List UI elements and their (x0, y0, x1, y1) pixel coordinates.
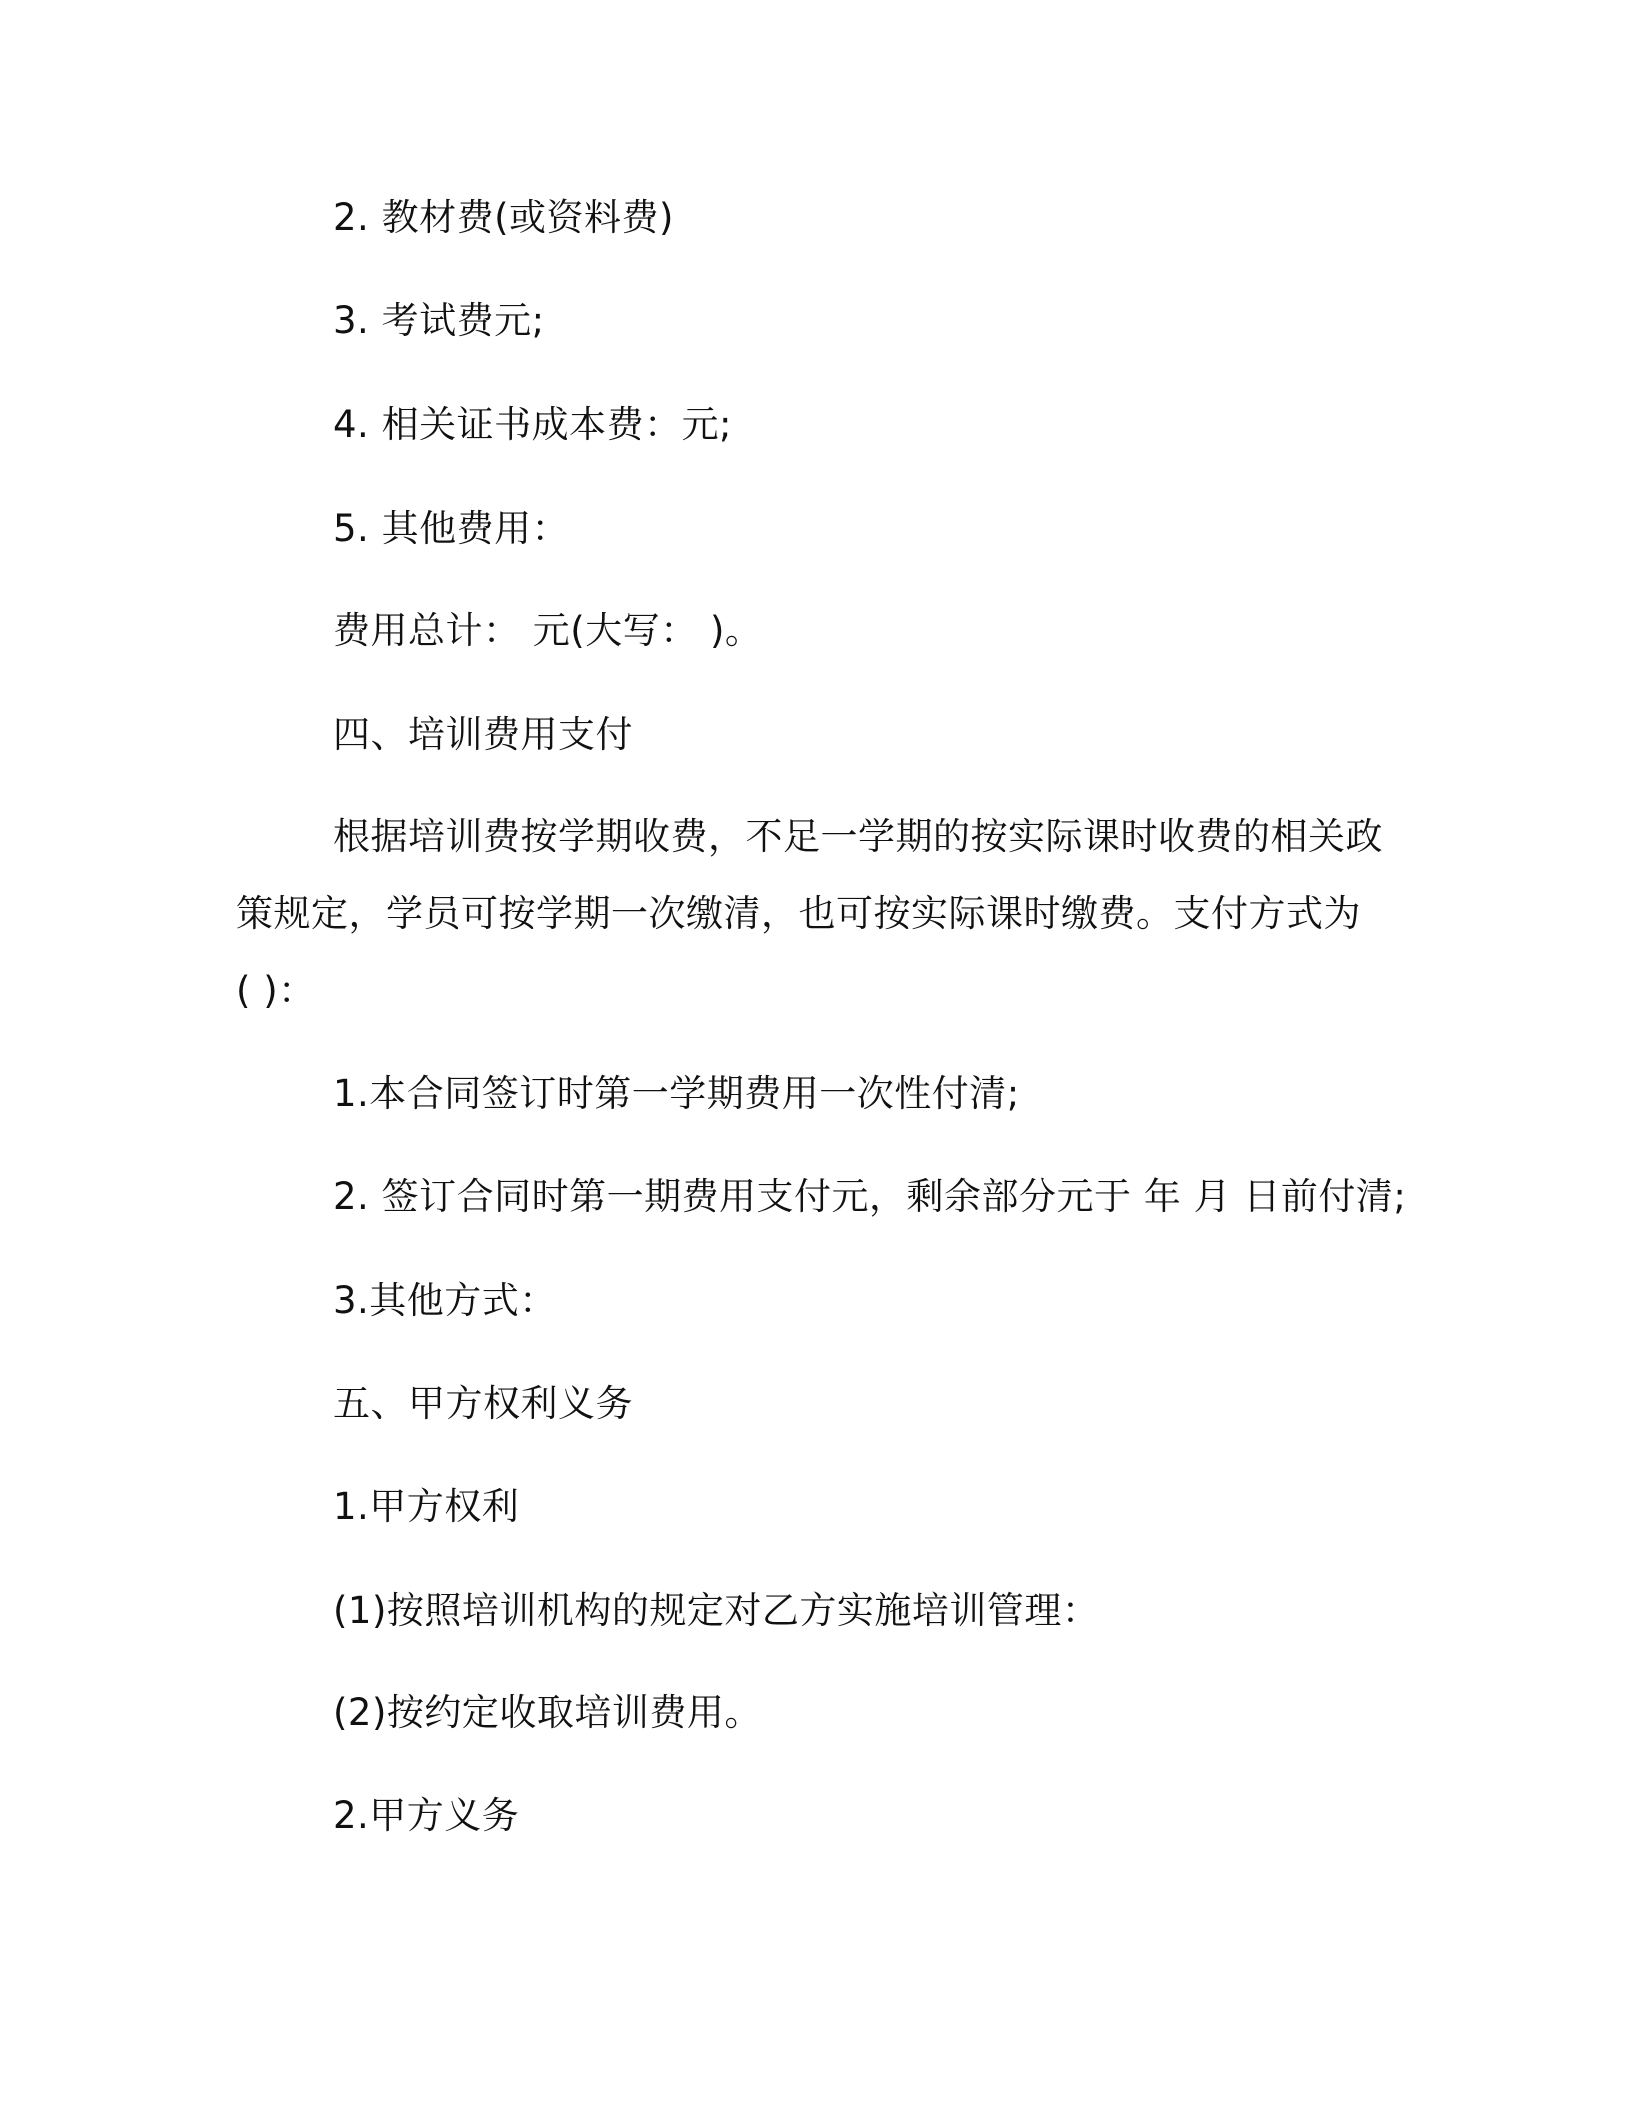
paragraph-line-2: 策规定，学员可按学期一次缴清，也可按实际课时缴费。支付方式为 (236, 892, 1361, 935)
paragraph-line-1: 根据培训费按学期收费，不足一学期的按实际课时收费的相关政 (333, 815, 1383, 858)
party-a-right-1: (1)按照培训机构的规定对乙方实施培训管理： (333, 1589, 1100, 1632)
section-heading-party-a: 五、甲方权利义务 (333, 1382, 633, 1425)
payment-option-1: 1.本合同签订时第一学期费用一次性付清; (333, 1072, 1020, 1115)
fee-item-exam: 3. 考试费元; (333, 299, 545, 342)
party-a-rights-heading: 1.甲方权利 (333, 1485, 520, 1528)
fee-total: 费用总计： 元(大写： )。 (333, 609, 763, 652)
fee-item-other: 5. 其他费用： (333, 507, 570, 550)
fee-item-textbook: 2. 教材费(或资料费) (333, 196, 674, 239)
party-a-duties-heading: 2.甲方义务 (333, 1794, 520, 1837)
fee-item-certificate: 4. 相关证书成本费：元; (333, 403, 733, 446)
party-a-right-2: (2)按约定收取培训费用。 (333, 1691, 762, 1734)
payment-option-2: 2. 签订合同时第一期费用支付元，剩余部分元于 年 月 日前付清; (333, 1175, 1407, 1218)
section-heading-payment: 四、培训费用支付 (333, 713, 633, 756)
paragraph-line-3: ( )： (236, 969, 316, 1012)
payment-option-3: 3.其他方式： (333, 1279, 557, 1322)
